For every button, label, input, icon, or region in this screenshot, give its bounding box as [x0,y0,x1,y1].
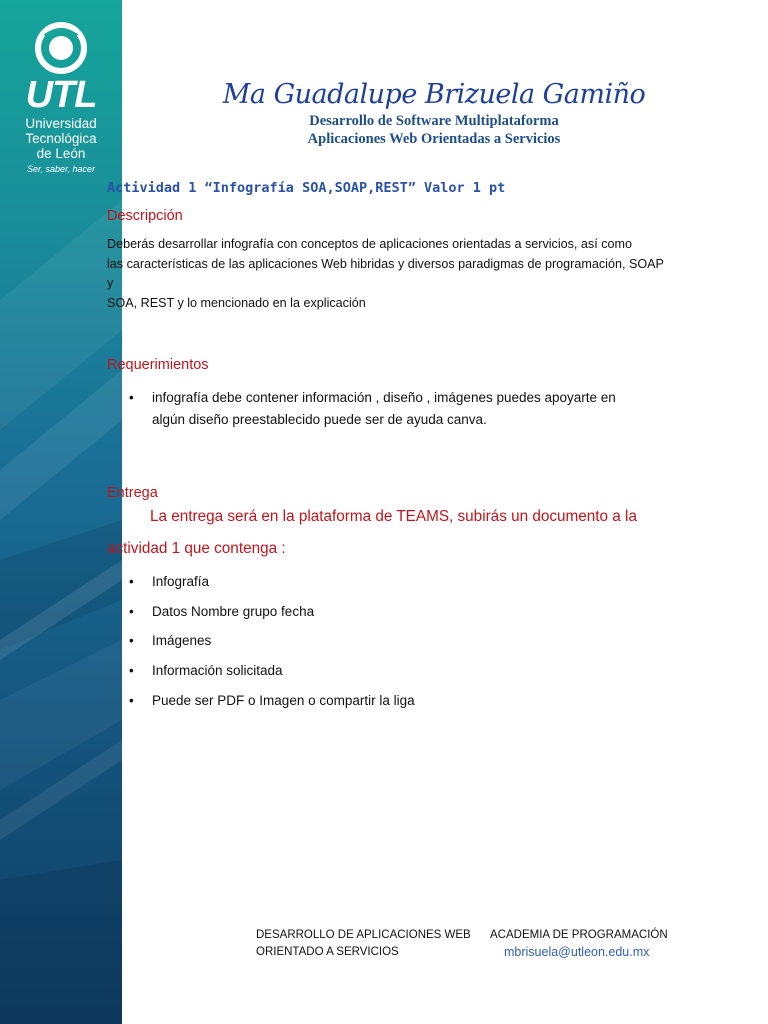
program-title: Desarrollo de Software Multiplataforma [309,113,559,129]
document-body [107,180,667,716]
requirements-heading: Requerimientos [107,357,209,373]
footer-academy [490,927,668,961]
university-slogan: Ser, saber, hacer [26,164,96,174]
contact-email[interactable]: mbrisuela@utleon.edu.mx [504,945,650,959]
university-logo [0,22,122,174]
list-item: • Puede ser PDF o Imagen o compartir la liga [107,686,667,716]
list-item: • infografía debe contener información , diseño , imágenes puedes apoyarte en algún diseño preestablecido puede ser de ayuda canva. [107,387,667,431]
list-item: • Datos Nombre grupo fecha [107,597,667,627]
author-name: Ma Guadalupe Brizuela Gamiño [222,79,646,110]
course-title: Aplicaciones Web Orientadas a Servicios [307,131,561,147]
list-item: • Información solicitada [107,656,667,686]
delivery-heading: Entrega [107,485,158,501]
academy-title: ACADEMIA DE PROGRAMACIÓN [490,929,668,941]
document-header [200,78,668,148]
logo-swirl-icon [35,22,87,74]
description-heading: Descripción [107,208,183,224]
delivery-text-line: actividad 1 que contenga : [107,540,286,557]
university-name: Universidad Tecnológica de León [25,116,97,161]
list-item: • Imágenes [107,626,667,656]
sidebar-banner [0,0,122,1024]
activity-title: Actividad 1 “Infografía SOA,SOAP,REST” Valor 1 pt [107,180,506,196]
list-item: • Infografía [107,567,667,597]
requirements-list [107,387,667,431]
description-text: Deberás desarrollar infografía con conceptos de aplicaciones orientadas a servicios, así como las características de las aplicaciones Web hibridas y diversos paradigmas de programación, SOAP y SOA, REST y lo mencionado en la explicación [107,237,664,310]
footer-course: DESARROLLO DE APLICACIONES WEB ORIENTADO A SERVICIOS [256,929,471,958]
delivery-list [107,567,667,716]
logo-wordmark: UTL [25,74,97,116]
delivery-text-line: La entrega será en la plataforma de TEAMS, subirás un documento a la [150,508,637,525]
